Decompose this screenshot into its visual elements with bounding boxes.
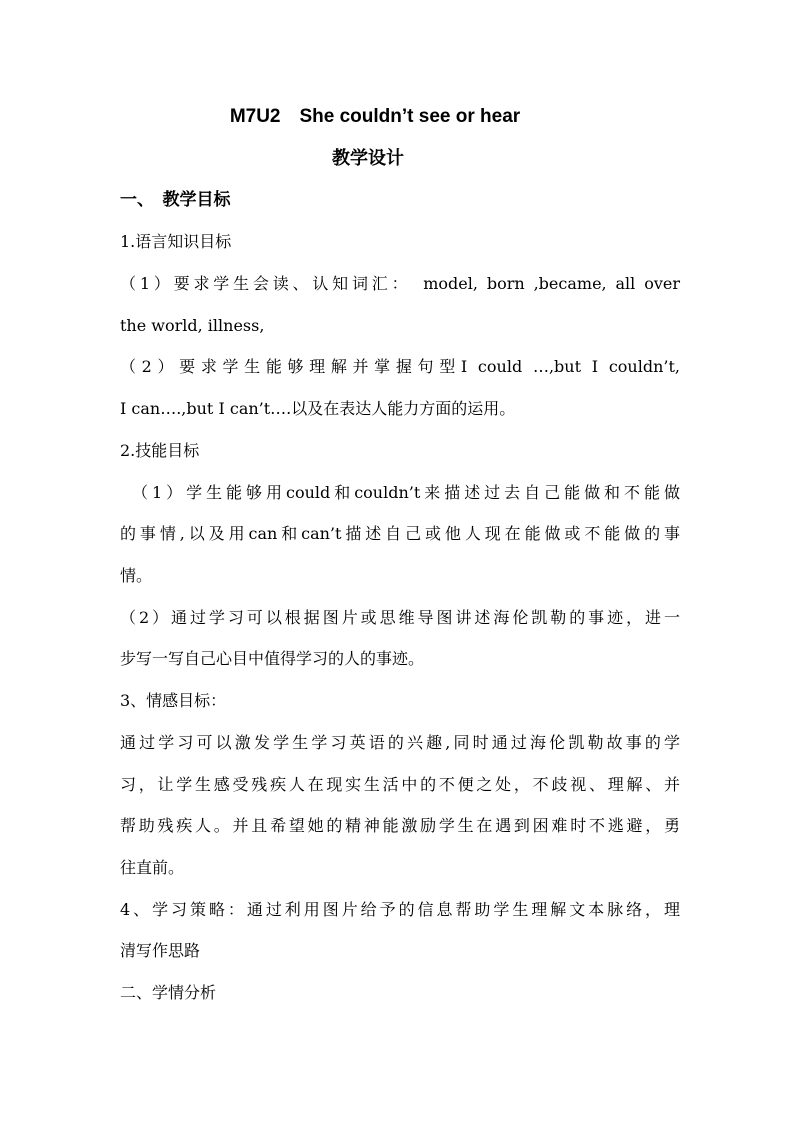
text-line: 4、学习策略：通过利用图片给予的信息帮助学生理解文本脉络，理 (120, 900, 680, 919)
text-line: 步写一写自己心目中值得学习的人的事迹。 (120, 649, 425, 668)
text-line: I can….,but I can’t….以及在表达人能力方面的运用。 (120, 399, 516, 418)
text-line: （1）要求学生会读、认知词汇： model, born ,became, all over (120, 274, 680, 293)
text-line: 清写作思路 (120, 941, 201, 960)
document-title: M7U2 She couldn’t see or hear (229, 106, 521, 127)
section-heading-objectives: 一、 教学目标 (120, 190, 231, 210)
text-line: 通过学习可以激发学生学习英语的兴趣,同时通过海伦凯勒故事的学 (120, 733, 680, 752)
text-line: （2）要求学生能够理解并掌握句型I could …,but I couldn’t, (120, 357, 680, 376)
text-line: 习，让学生感受残疾人在现实生活中的不便之处，不歧视、理解、并 (120, 775, 680, 794)
text-line: 帮助残疾人。并且希望她的精神能激励学生在遇到困难时不逃避，勇 (120, 816, 680, 835)
text-line: 2.技能目标 (120, 441, 200, 460)
text-line: the world, illness, (120, 316, 265, 335)
section-heading-analysis: 二、学情分析 (120, 983, 217, 1002)
text-line: 往直前。 (120, 858, 185, 877)
text-line: （1）学生能够用could和couldn’t来描述过去自己能做和不能做 (120, 483, 680, 502)
text-line: 的事情,以及用can和can’t描述自己或他人现在能做或不能做的事 (120, 524, 680, 543)
text-line: 1.语言知识目标 (120, 232, 232, 251)
text-line: 3、情感目标： (120, 691, 227, 710)
text-line: 情。 (120, 566, 153, 585)
text-line: （2）通过学习可以根据图片或思维导图讲述海伦凯勒的事迹，进一 (120, 608, 680, 627)
document-subtitle: 教学设计 (332, 148, 404, 169)
